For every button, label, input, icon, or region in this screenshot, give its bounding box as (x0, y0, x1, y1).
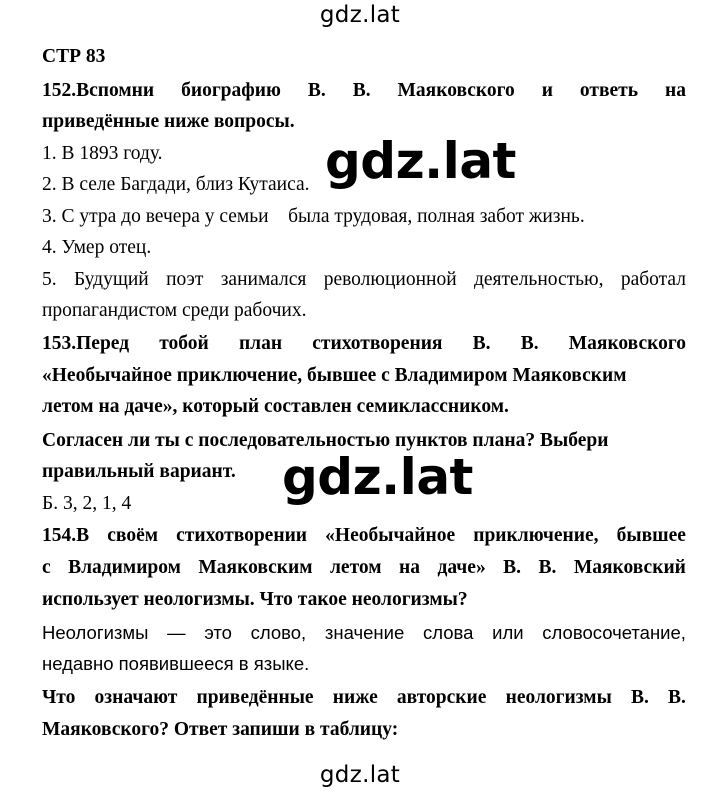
word: стихотворения (312, 333, 443, 354)
q152-line1 (42, 78, 686, 104)
watermark-top: gdz.lat (319, 2, 401, 28)
word: поэт (166, 269, 204, 290)
word: на (664, 80, 686, 101)
q153-line1 (42, 331, 686, 357)
word: словосочетание, (542, 622, 686, 643)
word: бывшее (616, 525, 686, 546)
q154-line1 (42, 523, 686, 549)
word: слово, (250, 622, 307, 643)
word: ниже (332, 687, 378, 708)
q154-followup-line1 (42, 685, 686, 711)
word: работал (620, 269, 686, 290)
word: стихотворении (176, 525, 308, 546)
word: означают (94, 687, 178, 708)
q153-answer: Б. 3, 2, 1, 4 (42, 493, 132, 514)
q152-answer-5-line1 (42, 267, 686, 293)
q152-answer-2: 2. В селе Багдади, близ Кутаиса. (42, 174, 310, 195)
word: Маяковский (573, 557, 686, 578)
q153-line5: правильный вариант. (42, 461, 236, 482)
word: В. (668, 687, 686, 708)
word: даче» (437, 557, 486, 578)
word: приведённые (196, 687, 314, 708)
word: деятельностью, (473, 269, 604, 290)
q152-line2: приведённые ниже вопросы. (42, 111, 295, 132)
q152-answer-5-line2: пропагандистом среди рабочих. (42, 300, 307, 321)
word: занимался (220, 269, 307, 290)
word: Маяковского (397, 80, 515, 101)
word: В. (472, 333, 491, 354)
q154-followup-line2: Маяковского? Ответ запиши в таблицу: (42, 719, 399, 740)
word: Маяковского (568, 333, 686, 354)
word: или (492, 622, 524, 643)
q152-answer-1: 1. В 1893 году. (42, 143, 163, 164)
word: план (238, 333, 283, 354)
word: Маяковским (198, 557, 313, 578)
word: 154.В (42, 525, 90, 546)
q154-line3: использует неологизмы. Что такое неологизмы? (42, 589, 468, 610)
q154-answer-line2: недавно появившееся в языке. (42, 653, 310, 674)
word: и (541, 80, 553, 101)
watermark-middle-2: gdz.lat (282, 448, 473, 506)
word: Владимиром (68, 557, 181, 578)
q152-answer-4: 4. Умер отец. (42, 237, 152, 258)
word: — (167, 622, 186, 643)
word: летом (329, 557, 382, 578)
word: 152.Вспомни (42, 80, 155, 101)
word: слова (422, 622, 474, 643)
word: В. (538, 557, 557, 578)
word: 5. (42, 269, 57, 290)
word: тобой (159, 333, 209, 354)
word: на (399, 557, 420, 578)
word: В. (352, 80, 371, 101)
word: приключение, (473, 525, 599, 546)
word: неологизмы (505, 687, 612, 708)
word: Будущий (73, 269, 149, 290)
q154-answer-line1 (42, 620, 686, 646)
word: «Необычайное (325, 525, 456, 546)
page-label: СТР 83 (42, 46, 106, 67)
word: авторские (396, 687, 487, 708)
q152-answer-3: 3. С утра до вечера у семьи была трудовая, полная забот жизнь. (42, 206, 585, 227)
word: В. (630, 687, 649, 708)
word: Что (42, 687, 76, 708)
word: В. (520, 333, 539, 354)
word: ответь (579, 80, 639, 101)
word: 153.Перед (42, 333, 130, 354)
word: Неологизмы (42, 622, 149, 643)
word: биографию (181, 80, 281, 101)
word: В. (307, 80, 326, 101)
q153-line3: летом на даче», который составлен семиклассником. (42, 396, 509, 417)
q153-line2: «Необычайное приключение, бывшее с Владимиром Маяковским (42, 365, 627, 386)
q154-line2 (42, 555, 686, 581)
watermark-middle-1: gdz.lat (325, 132, 516, 190)
word: В. (503, 557, 522, 578)
word: своём (107, 525, 159, 546)
word: с (42, 557, 51, 578)
word: это (204, 622, 232, 643)
q153-line4: Согласен ли ты с последовательностью пунктов плана? Выбери (42, 430, 609, 451)
watermark-bottom: gdz.lat (319, 762, 401, 788)
word: значение (324, 622, 405, 643)
word: революционной (323, 269, 457, 290)
